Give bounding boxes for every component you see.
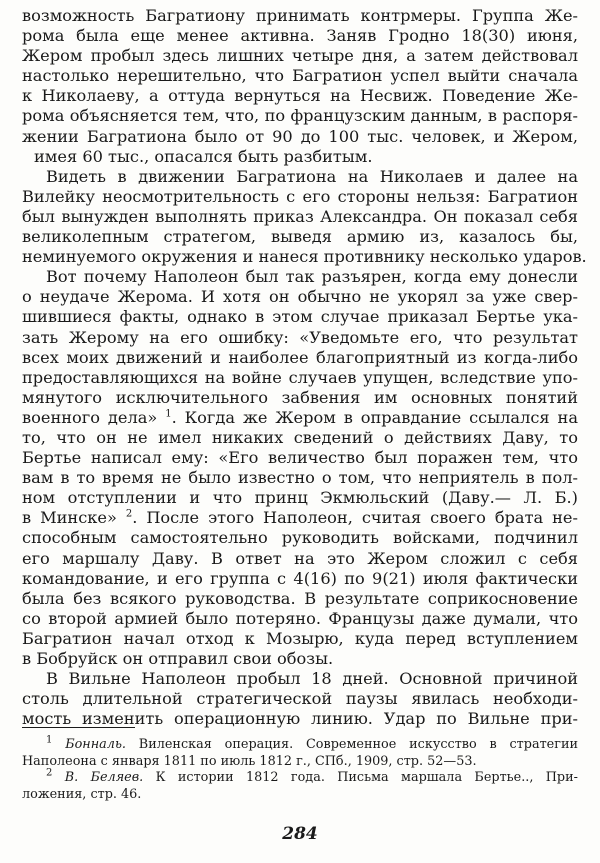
text-line: великолепным стратегом, выведя армию из, казалось бы, (22, 227, 578, 247)
text-line: Багратион начал отход к Мозырю, куда перед вступлением (22, 628, 578, 648)
text-line: шившиеся факты, однако в этом случае приказал Бертье ука- (22, 307, 578, 327)
text-line: В Вильне Наполеон пробыл 18 дней. Основной причиной (46, 669, 578, 689)
text-line: его маршалу Даву. В ответ на это Жером сложил с себя (22, 548, 578, 568)
text-line: рома была еще менее активна. Заняв Гродно 18(30) июня, (22, 26, 578, 46)
text-line: Видеть в движении Багратиона на Николаев и далее на (46, 166, 578, 186)
text-line: способным самостоятельно руководить войсками, подчинил (22, 528, 578, 548)
text-line: жении Багратиона было от 90 до 100 тыс. человек, и Жером, (22, 126, 578, 146)
text-line: зать Жерому на его ошибку: «Уведомьте его, что результат (22, 327, 578, 347)
text-line: предоставляющихся на войне случаев упущен, вследствие упо- (22, 367, 578, 387)
text-line: Жером пробыл здесь лишних четыре дня, а затем действовал (22, 46, 578, 66)
footnote-line: Наполеона с января 1811 по июль 1812 г., СПб., 1909, стр. 52—53. (22, 753, 477, 769)
text-line: в Минске» $^2$. После этого Наполеон, считая своего брата не- (22, 508, 578, 528)
footnotes (22, 734, 578, 803)
text-line: мость изменить операционную линию. Удар по Вильне при- (22, 709, 578, 729)
text-line: имея 60 тыс., опасался быть разбитым. (34, 146, 373, 166)
footnote-ref: 1 (165, 408, 172, 420)
page-number: 284 (282, 824, 318, 844)
text-line: командование, и его группа с 4(16) по 9(21) июля фактически (22, 568, 578, 588)
text-line: возможность Багратиону принимать контрмеры. Группа Же- (22, 6, 578, 25)
text-line: со второй армией было потеряно. Французы даже думали, что (22, 608, 578, 628)
main-text (22, 6, 587, 729)
text-line: настолько нерешительно, что Багратион успел выйти сначала (22, 66, 578, 86)
footnote-line: $^1$ Бонналь. Виленская операция. Современное искусство в стратегии (46, 734, 578, 752)
text-line: был вынужден выполнять приказ Александра. Он показал себя (22, 206, 578, 226)
text-line: столь длительной стратегической паузы явилась необходи- (22, 689, 578, 709)
text-line: ном отступлении и что принц Экмюльский (Даву.— Л. Б.) (22, 488, 578, 508)
text-line: вам в то время не было известно о том, что неприятель в пол- (22, 468, 578, 488)
text-line: о неудаче Жерома. И хотя он обычно не укорял за уже свер- (22, 287, 578, 307)
text-line: в Бобруйск он отправил свои обозы. (22, 649, 334, 668)
text-line: военного дела» $^1$. Когда же Жером в оправдание ссылался на (22, 407, 578, 427)
footnote-divider (22, 727, 135, 728)
text-line: рома объясняется тем, что, по французским данным, в распоря- (22, 106, 578, 126)
text-line: то, что он не имел никаких сведений о действиях Даву, то (22, 427, 578, 447)
footnote-line: ложения, стр. 46. (22, 786, 142, 802)
text-line: неминуемого окружения и нанеся противнику несколько ударов. (22, 247, 587, 267)
text-line: Вилейку неосмотрительность с его стороны нельзя: Багратион (22, 186, 578, 206)
text-line: была без всякого руководства. В результате соприкосновение (22, 588, 578, 608)
footnote-line: $^2$ В. Беляев. К истории 1812 года. Письма маршала Бертье.., При- (46, 767, 578, 786)
text-line: всех моих движений и наиболее благоприятный из когда-либо (22, 347, 578, 367)
text-line: мянутого исключительного забвения им основных понятий (22, 387, 578, 407)
text-line: к Николаеву, а оттуда вернуться на Несвиж. Поведение Же- (22, 86, 578, 106)
text-line: Бертье написал ему: «Его величество был поражен тем, что (22, 448, 578, 468)
text-line: Вот почему Наполеон был так разъярен, когда ему донесли (46, 267, 578, 287)
footnote-ref: 2 (125, 508, 133, 520)
